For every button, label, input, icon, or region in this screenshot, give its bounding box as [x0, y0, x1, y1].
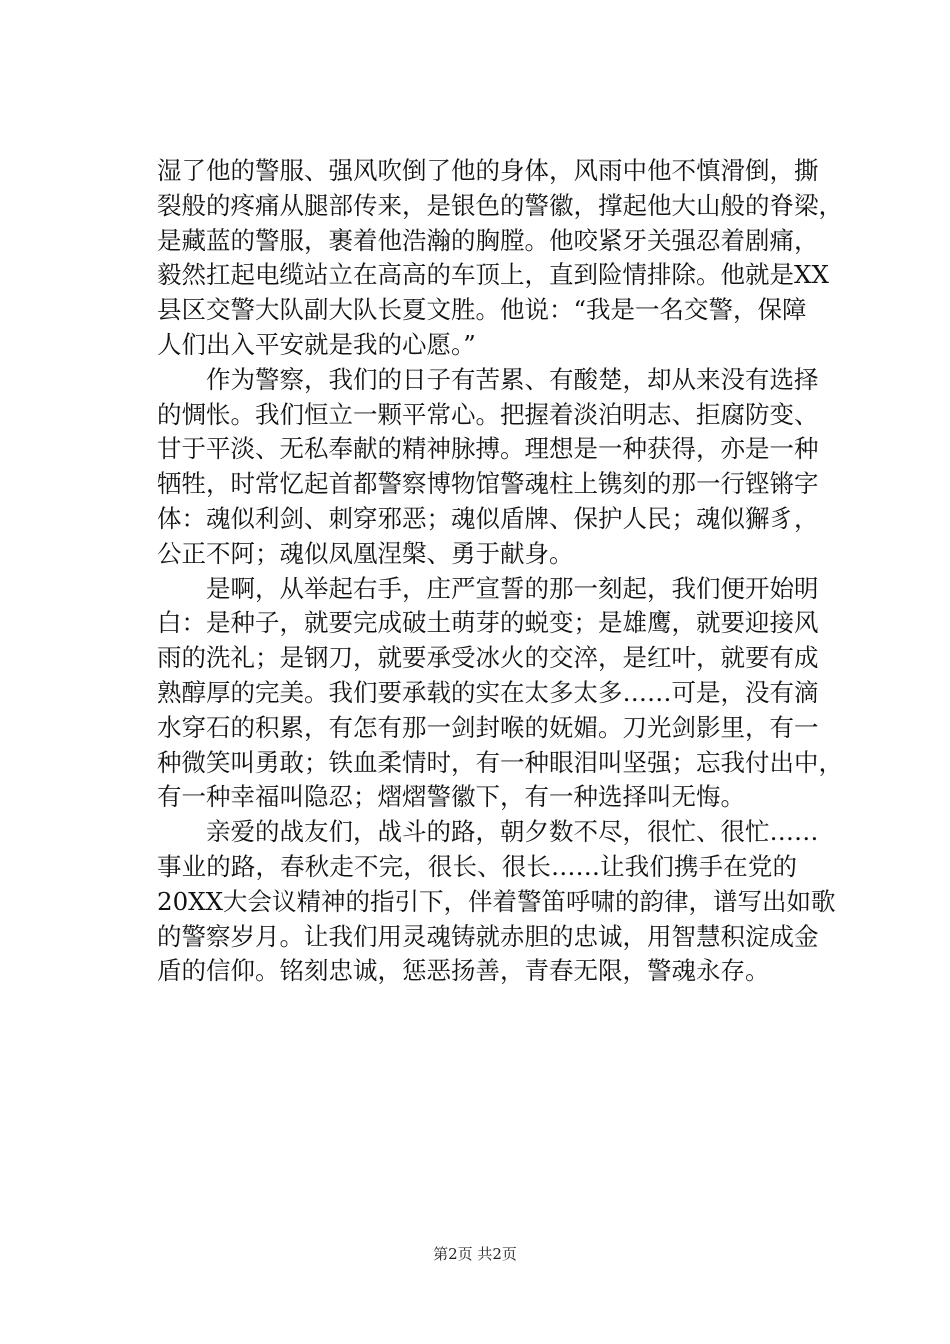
- text-line: 白：是种子，就要完成破土萌芽的蜕变；是雄鹰，就要迎接风: [157, 608, 819, 638]
- text-line: 盾的信仰。铭刻忠诚，惩恶扬善，青春无限，警魂永存。: [157, 956, 770, 986]
- text-line: 牺牲，时常忆起首都警察博物馆警魂柱上镌刻的那一行铿锵字: [157, 469, 819, 499]
- page-footer: 第2页 共2页: [433, 1245, 517, 1263]
- text-line: 水穿石的积累，有怎有那一剑封喉的妩媚。刀光剑影里，有一: [157, 712, 819, 742]
- text-line: 裂般的疼痛从腿部传来，是银色的警徽，撑起他大山般的脊梁，: [157, 190, 843, 220]
- text-line: 甘于平淡、无私奉献的精神脉搏。理想是一种获得，亦是一种: [157, 434, 819, 464]
- text-line: 20XX大会议精神的指引下，伴着警笛呼啸的韵律，谱写出如歌: [157, 886, 836, 916]
- text-line: 是藏蓝的警服，裹着他浩瀚的胸膛。他咬紧牙关强忍着剧痛，: [157, 225, 819, 255]
- text-line: 事业的路，春秋走不完，很长、很长……让我们携手在党的: [157, 851, 797, 881]
- text-line: 公正不阿；魂似凤凰涅槃、勇于献身。: [157, 538, 574, 568]
- text-line: 的警察岁月。让我们用灵魂铸就赤胆的忠诚，用智慧积淀成金: [157, 921, 819, 951]
- text-line: 毅然扛起电缆站立在高高的车顶上，直到险情排除。他就是XX: [157, 260, 829, 290]
- text-line: 体：魂似利剑、刺穿邪恶；魂似盾牌、保护人民；魂似獬豸，: [157, 503, 819, 533]
- text-line: 雨的洗礼；是钢刀，就要承受冰火的交淬，是红叶，就要有成: [157, 643, 819, 673]
- body-text: [157, 154, 843, 989]
- text-line: 湿了他的警服、强风吹倒了他的身体，风雨中他不慎滑倒，撕: [157, 156, 819, 185]
- text-line: 亲爱的战友们，战斗的路，朝夕数不尽，很忙、很忙……: [157, 817, 819, 847]
- text-line: 种微笑叫勇敢；铁血柔情时，有一种眼泪叫坚强；忘我付出中，: [157, 747, 843, 777]
- text-line: 人们出入平安就是我的心愿。”: [157, 329, 476, 359]
- text-line: 的惆怅。我们恒立一颗平常心。把握着淡泊明志、拒腐防变、: [157, 399, 819, 429]
- text-line: 作为警察，我们的日子有苦累、有酸楚，却从来没有选择: [157, 364, 819, 394]
- text-line: 熟醇厚的完美。我们要承载的实在太多太多……可是，没有滴: [157, 677, 819, 707]
- text-line: 有一种幸福叫隐忍；熠熠警徽下，有一种选择叫无悔。: [157, 782, 745, 812]
- text-line: 是啊，从举起右手，庄严宣誓的那一刻起，我们便开始明: [157, 573, 819, 603]
- text-line: 县区交警大队副大队长夏文胜。他说：“我是一名交警，保障: [157, 295, 807, 325]
